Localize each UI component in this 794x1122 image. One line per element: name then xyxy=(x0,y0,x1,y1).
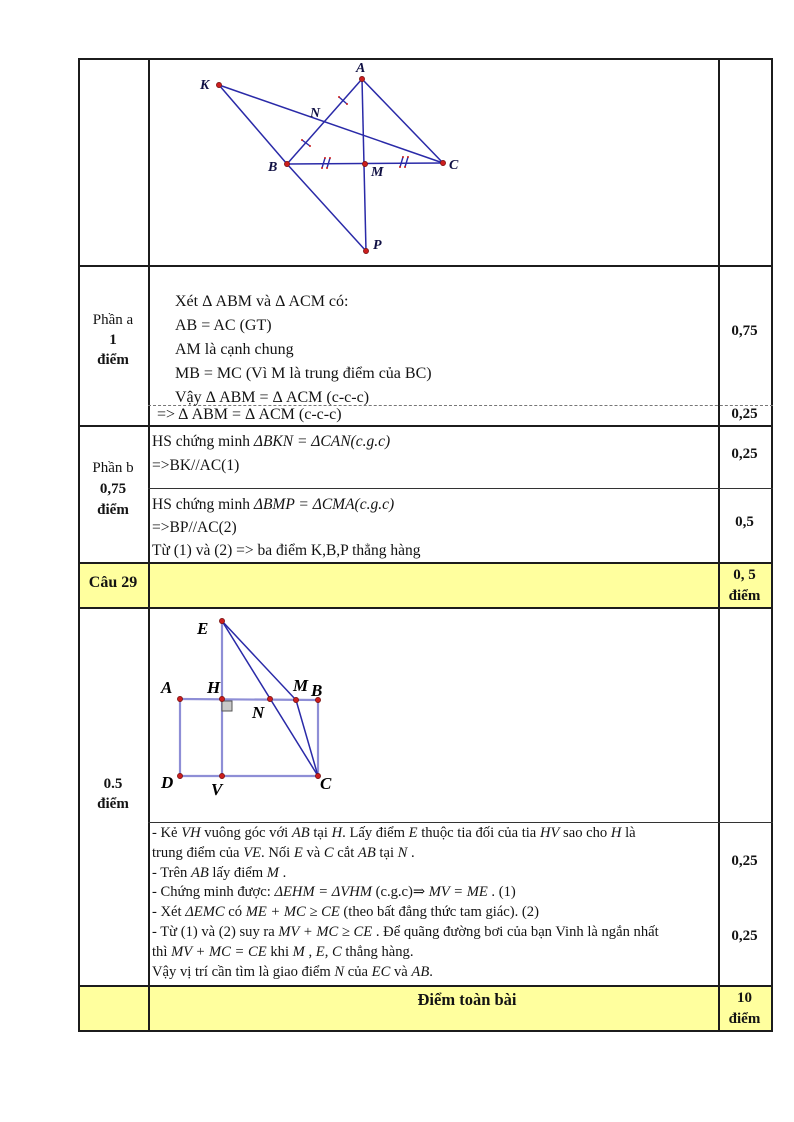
row-divider-3 xyxy=(148,488,773,489)
text-line: MB = MC (Vì M là trung điểm của BC) xyxy=(175,365,432,382)
table-border-bottom xyxy=(78,1030,773,1032)
diagram-point-label: C xyxy=(449,158,459,173)
row-divider-7 xyxy=(78,985,773,987)
table-border-right xyxy=(771,58,773,1032)
tick-tip xyxy=(329,157,331,159)
part-a-proof-text xyxy=(175,290,432,410)
text-line: điểm xyxy=(97,502,129,518)
text-line: 0.5 xyxy=(103,776,123,792)
text-line: AB = AC (GT) xyxy=(175,317,272,334)
cau29-score xyxy=(718,565,771,607)
part-b-step2-text xyxy=(152,493,421,562)
text-line: AM là cạnh chung xyxy=(175,341,294,358)
point-dot-B xyxy=(284,161,289,166)
text-line: điểm xyxy=(97,796,129,812)
tick-tip xyxy=(404,166,406,168)
tick-tip xyxy=(326,167,328,169)
point-dot-A xyxy=(359,76,364,81)
diagram-point-label: N xyxy=(310,106,321,121)
part-c-score-2: 0,25 xyxy=(731,928,758,944)
text-line: 0,75 xyxy=(99,481,127,497)
row-divider-2 xyxy=(78,425,773,427)
text-line: Từ (1) và (2) => ba điểm K,B,P thẳng hàng xyxy=(152,542,421,559)
diagram-point-label: E xyxy=(197,619,209,638)
row-divider-1 xyxy=(78,265,773,267)
part-a-conclusion: => Δ ABM = Δ ACM (c-c-c) xyxy=(157,406,342,423)
point-dot-E xyxy=(219,618,224,623)
text-line: điểm xyxy=(728,1011,761,1027)
highlight-row-cau29-bg xyxy=(78,562,773,607)
text-line: điểm xyxy=(728,588,761,604)
point-dot-H xyxy=(219,696,224,701)
part-c-score-1: 0,25 xyxy=(731,853,758,869)
tick-tip xyxy=(399,166,401,168)
diagram-point-label: A xyxy=(161,678,173,697)
part-b-step1-text xyxy=(152,430,390,478)
part-c-solution-text xyxy=(152,824,659,982)
diagram-point-label: M xyxy=(371,165,384,180)
tick-mark xyxy=(400,157,403,167)
diagram-point-label: N xyxy=(252,703,265,722)
diagram-point-label: V xyxy=(211,780,223,799)
segment-A-B xyxy=(287,79,362,164)
diagram-point-label: K xyxy=(200,78,210,93)
tick-tip xyxy=(321,167,323,169)
point-dot-P xyxy=(363,248,368,253)
tick-tip xyxy=(301,139,303,141)
cau29-label: Câu 29 xyxy=(88,574,138,591)
tick-tip xyxy=(402,156,404,158)
segment-B-P xyxy=(287,164,366,251)
part-a-score: 0,75 xyxy=(731,323,758,339)
table-border-col2 xyxy=(718,58,720,1032)
point-dot-A xyxy=(177,696,182,701)
diagram-point-label: B xyxy=(311,681,323,700)
row-divider-6 xyxy=(148,822,773,823)
diagram-point-label: D xyxy=(161,773,174,792)
text-line: - Trên AB lấy điểm M . xyxy=(152,864,287,881)
text-line: Vậy vị trí cần tìm là giao điểm N của EC và AB. xyxy=(152,963,433,980)
diagram-point-label: P xyxy=(373,238,382,253)
part-a-label xyxy=(78,310,148,370)
point-dot-K xyxy=(216,82,221,87)
row-divider-4 xyxy=(78,562,773,564)
text-line: =>BK//AC(1) xyxy=(152,457,240,474)
text-line: 0, 5 xyxy=(733,567,756,583)
total-label: Điểm toàn bài xyxy=(417,990,517,1009)
part-a-conclusion-score: 0,25 xyxy=(731,406,758,422)
segment-A-C xyxy=(362,79,443,163)
tick-mark xyxy=(322,158,325,168)
point-dot-V xyxy=(219,773,224,778)
text-line: HS chứng minh ΔBKN = ΔCAN(c.g.c) xyxy=(152,433,391,450)
diagram-point-label: C xyxy=(320,774,332,793)
right-angle-mark xyxy=(222,701,232,711)
text-line: Phần a xyxy=(92,312,134,328)
point-dot-C xyxy=(440,160,445,165)
table-border-left xyxy=(78,58,80,1032)
text-line: Phần b xyxy=(92,460,134,476)
tick-mark xyxy=(405,157,408,167)
tick-tip xyxy=(309,145,311,147)
part-c-label xyxy=(78,774,148,814)
point-dot-N xyxy=(267,696,272,701)
text-line: 1 xyxy=(109,332,117,348)
geometry-diagram-triangle xyxy=(148,58,718,265)
text-line: điểm xyxy=(97,352,129,368)
diagram-point-label: B xyxy=(268,160,278,175)
tick-tip xyxy=(324,157,326,159)
text-line: trung điểm của VE. Nối E và C cắt AB tại N . xyxy=(152,844,415,861)
tick-tip xyxy=(407,156,409,158)
geometry-diagram-rectangle xyxy=(148,607,718,822)
text-line: thì MV + MC = CE khi M , E, C thẳng hàng. xyxy=(152,943,414,960)
segment-E-M xyxy=(222,621,296,700)
text-line: Vậy Δ ABM = Δ ACM (c-c-c) xyxy=(175,389,370,406)
point-dot-M xyxy=(293,697,298,702)
segment-M-C xyxy=(296,700,318,776)
point-dot-D xyxy=(177,773,182,778)
diagram-point-label: A xyxy=(356,61,366,76)
text-line: 10 xyxy=(737,990,752,1006)
tick-tip xyxy=(338,96,340,98)
part-b-label xyxy=(78,458,148,521)
diagram-point-label: H xyxy=(207,678,221,697)
diagram-point-label: M xyxy=(293,676,309,695)
total-score xyxy=(718,988,771,1030)
text-line: HS chứng minh ΔBMP = ΔCMA(c.g.c) xyxy=(152,496,395,513)
tick-tip xyxy=(346,103,348,105)
text-line: - Xét ΔEMC có ME + MC ≥ CE (theo bất đẳng thức tam giác). (2) xyxy=(152,904,539,921)
text-line: - Chứng minh được: ΔEHM = ΔVHM (c.g.c)⇒ MV = ME . (1) xyxy=(152,884,516,901)
point-dot-M xyxy=(362,161,367,166)
part-b-step1-score: 0,25 xyxy=(731,446,758,462)
text-line: Xét Δ ABM và Δ ACM có: xyxy=(175,293,349,310)
part-b-step2-score: 0,5 xyxy=(735,514,754,530)
text-line: - Kẻ VH vuông góc với AB tại H. Lấy điểm E thuộc tia đối của tia HV sao cho H là xyxy=(152,825,636,841)
text-line: - Từ (1) và (2) suy ra MV + MC ≥ CE . Để quãng đường bơi của bạn Vinh là ngắn nhất xyxy=(152,923,659,940)
text-line: =>BP//AC(2) xyxy=(152,519,237,536)
